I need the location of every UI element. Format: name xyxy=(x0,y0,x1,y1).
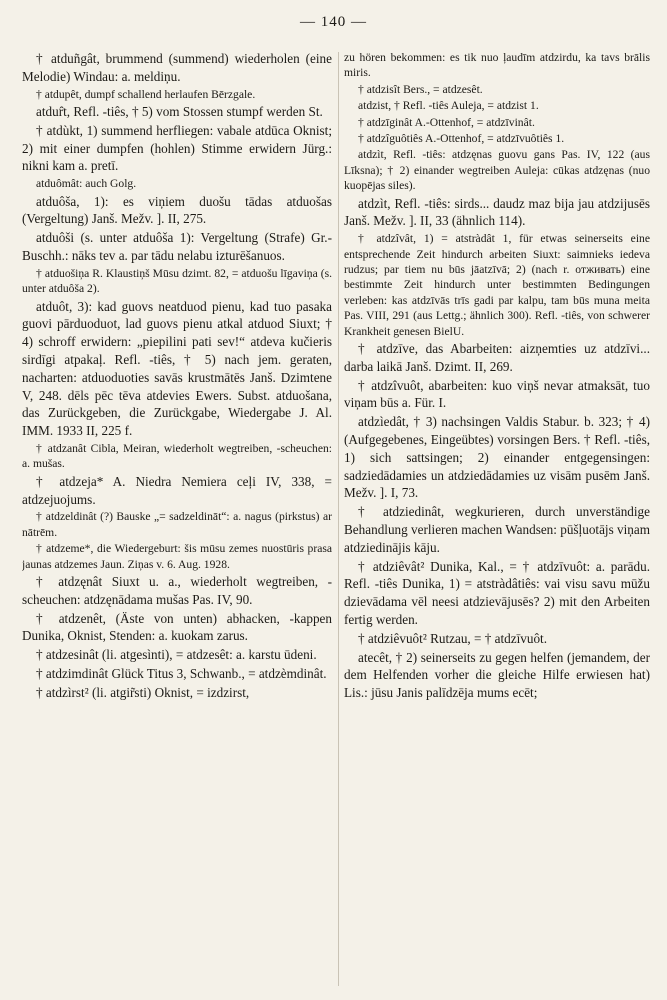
dictionary-entry: † atduñgât, brummend (summend) wiederholen (eine Melodie) Windau: a. meldiņu. xyxy=(22,51,332,84)
dictionary-entry: zu hören bekommen: es tik nuo ļaudīm atdzirdu, ka tavs brālis miris. xyxy=(344,51,650,80)
left-column xyxy=(22,50,332,988)
dictionary-entry: atdzìt, Refl. -tiês: atdzęnas guovu gans Pas. IV, 122 (aus Līksna); † 2) einander wegtreiben Auleja: cūkas atdzęnas (nuo kuopējas siles). xyxy=(344,148,650,193)
dictionary-entry: † atdzîvât, 1) = atstràdât 1, für etwas seinerseits eine entsprechende Zeit hindurch arbeiten Siuxt: saimnieks iedeva rudzus; par tiem nu būs jāatzīvā; 2) (nach r. отживать) eine bestimmte Zeit hindurch unter bestimmten Bedingungen verleben: kas atdzīvās trīs gadi par kalpu, tam būs muna meita Pas. VIII, 291 (aus Lettg.; ähnlich 300). Refl. -tiês, von schwerer Krankheit genesen BielU. xyxy=(344,232,650,338)
dictionary-entry: † atdzîvuôt, abarbeiten: kuo viņš nevar atmaksāt, tuo viņam būs a. Für. I. xyxy=(344,377,650,411)
dictionary-entry: † atdupêt, dumpf schallend herlaufen Bērzgale. xyxy=(36,87,256,101)
dictionary-entry: † atdzęnât Siuxt u. a., wiederholt wegtreiben, -scheuchen: atdzęnādama mušas Pas. IV, 90. xyxy=(22,574,332,607)
dictionary-entry: † atdzenêt, (Äste von unten) abhacken, -kappen Dunika, Oknist, Stenden: a. kuokam zarus. xyxy=(22,610,332,644)
dictionary-entry: † atdziedinât, wegkurieren, durch unverständige Behandlung verlieren machen Wandsen: pūšļuotājs viņam atdziedinājis kāju. xyxy=(344,504,650,555)
dictionary-entry: † atdzeldinât (?) Bauske „= sadzeldināt“: a. nagus (pirkstus) ar nātrēm. xyxy=(22,510,332,539)
dictionary-entry: atdzìedât, † 3) nachsingen Valdis Stabur. b. 323; † 4) (Aufgegebenes, Eingeübtes) vorsingen Bers. † Refl. -tiês, 1) sich sattsingen; 2) einander entgegensingen: sadziedādamies un atdziedādamies uz visām pusēm Janš. Mežv. ]. I, 73. xyxy=(344,414,650,501)
dictionary-entry: atdzist, † Refl. -tiês Auleja, = atdzist 1. xyxy=(358,99,539,113)
dictionary-entry: † atdzīginât A.-Ottenhof, = atdzīvinât. xyxy=(358,115,535,129)
dictionary-entry: † atdzeja* A. Niedra Nemiera ceļi IV, 338, = atdzejuojums. xyxy=(22,473,332,507)
dictionary-entry: atdzìt, Refl. -tiês: sirds... daudz maz bija jau atdzijusēs Janš. Mežv. ]. II, 33 (ähnlich 114). xyxy=(344,195,650,229)
dictionary-entry: † atdzisît Bers., = atdzesêt. xyxy=(358,82,483,96)
dictionary-entry: † atdzeme*, die Wiedergeburt: šis mūsu zemes nuostūris prasa jaunas atdzemes Jaun. Ziņas v. 6. Aug. 1928. xyxy=(22,542,332,571)
dictionary-entry: † atdùkt, 1) summend herfliegen: vabale atdūca Oknist; 2) mit einer dumpfen (hohlen) Stimme erwidern Jürg.: nikni kam a. pretī. xyxy=(22,122,332,174)
dictionary-entry: † atdzanât Cibla, Meiran, wiederholt wegtreiben, -scheuchen: a. mušas. xyxy=(22,441,332,471)
dictionary-entry: † atduošiņa R. Klaustiņš Mūsu dzimt. 82, = atduošu līgaviņa (s. unter atduôša 2). xyxy=(22,266,332,296)
dictionary-entry: † atdzîguôtiês A.-Ottenhof, = atdzīvuôtiês 1. xyxy=(358,132,565,146)
right-column xyxy=(344,50,650,988)
dictionary-entry: atecêt, † 2) seinerseits zu gegen helfen (jemandem, der dem Helfenden vorher die gleiche Hilfe erwiesen hat) Lis.: jūsu Janis palīdzēja mums ecēt; xyxy=(344,649,650,701)
dictionary-entry: atdur̂t, Refl. -tiês, † 5) vom Stossen stumpf werden St. xyxy=(36,104,323,119)
dictionary-entry: atduôša, 1): es viņiem duošu tādas atduošas (Vergeltung) Janš. Mežv. ]. II, 275. xyxy=(22,193,332,227)
dictionary-entry: † atdziêvât² Dunika, Kal., = † atdzīvuôt: a. parādu. Refl. -tiês Dunika, 1) = atstràdâtiês: vai visu savu mūžu dzievādama vēl neesi atdzievājusēs? 2) mit den Arbeiten fertig werden. xyxy=(344,558,650,628)
dictionary-entry: atduôši (s. unter atduôša 1): Vergeltung (Strafe) Gr.-Buschh.: nāks tev a. par tādu nelabu izturēšanuos. xyxy=(22,230,332,263)
dictionary-entry: † atdzimdinât Glück Titus 3, Schwanb., = atdzèmdinât. xyxy=(36,665,327,681)
dictionary-entry: † atdziêvuôt² Rutzau, = † atdzīvuôt. xyxy=(358,630,548,646)
column-divider xyxy=(338,52,339,986)
page-number: — 140 — xyxy=(300,14,367,30)
dictionary-entry: atduômât: auch Golg. xyxy=(36,177,137,191)
dictionary-entry: † atdzìrst² (li. atgir̃sti) Oknist, = izdzirst, xyxy=(36,684,250,700)
dictionary-entry: † atdzesinât (li. atgesìnti), = atdzesêt: a. karstu ūdeni. xyxy=(36,647,317,663)
dictionary-entry: atduôt, 3): kad guovs neatduod pienu, kad tuo pasaka guovi pārduoduot, lad guovs pienu atkal atduod Siuxt; † 4) schroff erwidern: „piepilini pati sev!“ atdeva kučieris sirdīgi atpakaļ. Refl. -tiês, † 5) nach jem. geraten, nacharten: atduoduoties savās krustmātēs Janš. Dzimtene V, 248. dēls pēc tēva atdevies Ewers. Subst. atduošana, das Zurückgeben, die Zurückgabe, Wiedergabe J. Al. IMM. 1933 II, 225 f. xyxy=(22,298,332,439)
dictionary-entry: † atdzīve, das Abarbeiten: aizņemties uz atdzīvi... darba laikā Janš. Dzimt. II, 269. xyxy=(344,341,650,374)
